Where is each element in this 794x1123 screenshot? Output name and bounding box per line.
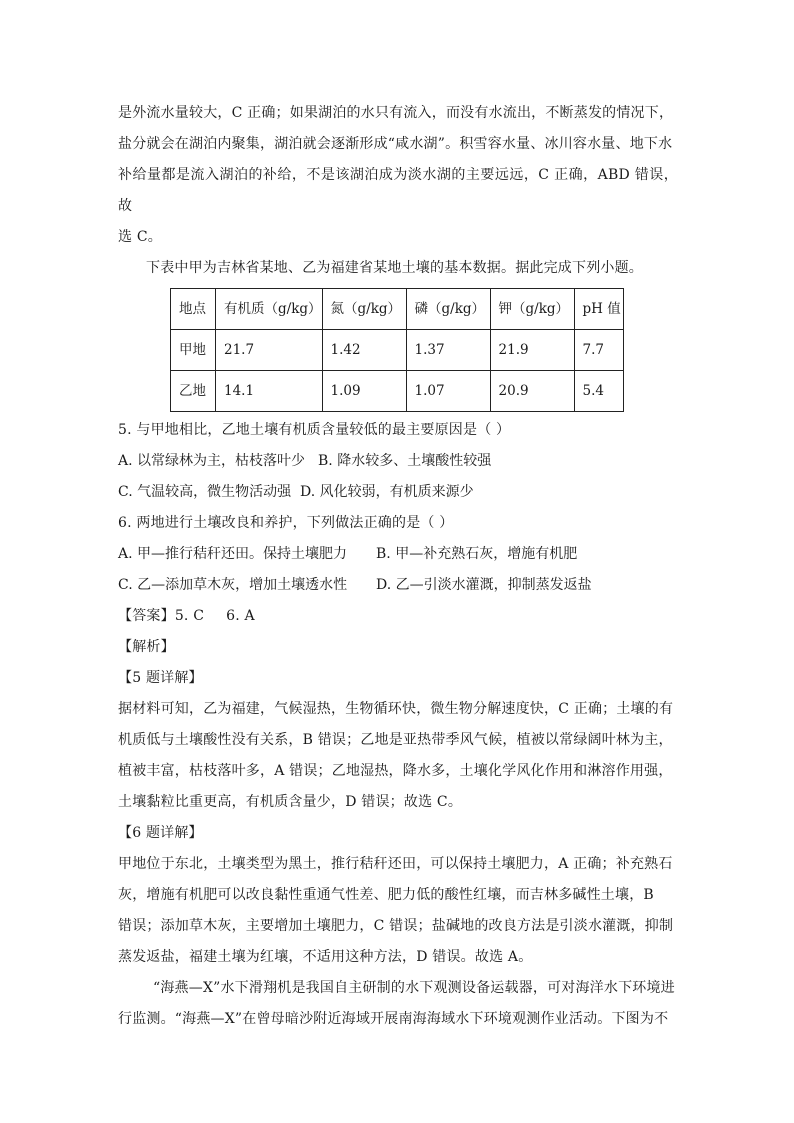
table-cell: 21.7: [216, 330, 323, 371]
table-cell: 1.09: [322, 371, 406, 412]
answer-label: 【答案】: [118, 608, 175, 624]
analysis-label: 【解析】: [118, 639, 175, 655]
q6-option-a: A. 甲—推行秸秆还田。保持土壤肥力: [118, 546, 348, 562]
q5-option-c: C. 气温较高，微生物活动强: [118, 484, 292, 500]
text-line: 植被丰富，枯枝落叶多，A 错误；乙地湿热，降水多，土壤化学风化作用和淋溶作用强，: [118, 763, 673, 779]
text-line: 是外流水量较大，C 正确；如果湖泊的水只有流入，而没有水流出，不断蒸发的情况下，: [118, 105, 674, 121]
q5-option-d: D. 风化较弱，有机质来源少: [300, 484, 474, 500]
text-line: 错误；添加草木灰，主要增加土壤肥力，C 错误；盐碱地的改良方法是引淡水灌溉，抑制: [118, 918, 674, 934]
q5-option-a: A. 以常绿林为主，枯枝落叶少: [118, 453, 306, 469]
question-6-stem: 6. 两地进行土壤改良和养护，下列做法正确的是（ ）: [118, 515, 454, 531]
text-line: 灰，增施有机肥可以改良黏性重通气性差、肥力低的酸性红壤，而吉林多碱性土壤，B: [118, 887, 654, 903]
text-line: 盐分就会在湖泊内聚集，湖泊就会逐渐形成“咸水湖”。积雪容水量、冰川容水量、地下水: [118, 136, 673, 152]
header-cell: 氮（g/kg）: [322, 289, 406, 330]
header-cell: 磷（g/kg）: [406, 289, 490, 330]
table-row: [171, 371, 624, 412]
closing-paragraph: [118, 973, 678, 1035]
intro-paragraph: [118, 98, 678, 253]
q6-option-d: D. 乙—引淡水灌溉，抑制蒸发返盐: [376, 577, 592, 593]
table-cell: 甲地: [171, 330, 216, 371]
text-line: “海燕—X”水下滑翔机是我国自主研制的水下观测设备运载器，可对海洋水下环境进: [153, 980, 675, 996]
answer-6: 6. A: [226, 608, 255, 624]
text-line: 行监测。“海燕—X”在曾母暗沙附近海域开展南海海域水下环境观测作业活动。下图为不: [118, 1011, 669, 1027]
table-intro: 下表中甲为吉林省某地、乙为福建省某地土壤的基本数据。据此完成下列小题。: [146, 260, 643, 276]
table-cell: 7.7: [574, 330, 623, 371]
question-6-options-row-1: [118, 539, 678, 570]
question-5-options-row-2: [118, 477, 678, 508]
text-line: 机质低与土壤酸性没有关系，B 错误；乙地是亚热带季风气候，植被以常绿阔叶林为主，: [118, 732, 673, 748]
soil-data-table: [170, 288, 624, 412]
header-cell: pH 值: [574, 289, 623, 330]
detail-6-label: 【6 题详解】: [118, 825, 203, 841]
table-cell: 1.37: [406, 330, 490, 371]
text-line: 补给量都是流入湖泊的补给，不是该湖泊成为淡水湖的主要远远，C 正确，ABD 错误，故: [118, 167, 678, 214]
document-page: [118, 98, 678, 1035]
header-cell: 有机质（g/kg）: [216, 289, 323, 330]
question-6-options-row-2: [118, 570, 678, 601]
question-5-stem: 5. 与甲地相比，乙地土壤有机质含量较低的最主要原因是（ ）: [118, 422, 511, 438]
detail-5-body: [118, 694, 678, 818]
detail-5-label: 【5 题详解】: [118, 670, 203, 686]
table-row: [171, 330, 624, 371]
table-header-row: [171, 289, 624, 330]
header-cell: 地点: [171, 289, 216, 330]
table-cell: 14.1: [216, 371, 323, 412]
detail-6-body: [118, 849, 678, 973]
text-line: 甲地位于东北，土壤类型为黑土，推行秸秆还田，可以保持土壤肥力，A 正确；补充熟石: [118, 856, 673, 872]
header-cell: 钾（g/kg）: [490, 289, 574, 330]
text-line: 土壤黏粒比重更高，有机质含量少，D 错误；故选 C。: [118, 794, 463, 810]
table-cell: 1.42: [322, 330, 406, 371]
text-line: 据材料可知，乙为福建，气候湿热，生物循环快，微生物分解速度快，C 正确；土壤的有: [118, 701, 674, 717]
table-cell: 乙地: [171, 371, 216, 412]
table-cell: 20.9: [490, 371, 574, 412]
q5-option-b: B. 降水较多、土壤酸性较强: [318, 453, 492, 469]
answer-line: [118, 601, 678, 632]
table-cell: 21.9: [490, 330, 574, 371]
text-line: 选 C。: [118, 229, 162, 245]
answer-5: 5. C: [174, 608, 205, 624]
question-5-options-row-1: [118, 446, 678, 477]
q6-option-b: B. 甲—补充熟石灰，增施有机肥: [376, 546, 578, 562]
text-line: 蒸发返盐，福建土壤为红壤，不适用这种方法，D 错误。故选 A。: [118, 949, 533, 965]
q6-option-c: C. 乙—添加草木灰，增加土壤透水性: [118, 577, 348, 593]
table-cell: 1.07: [406, 371, 490, 412]
table-cell: 5.4: [574, 371, 623, 412]
